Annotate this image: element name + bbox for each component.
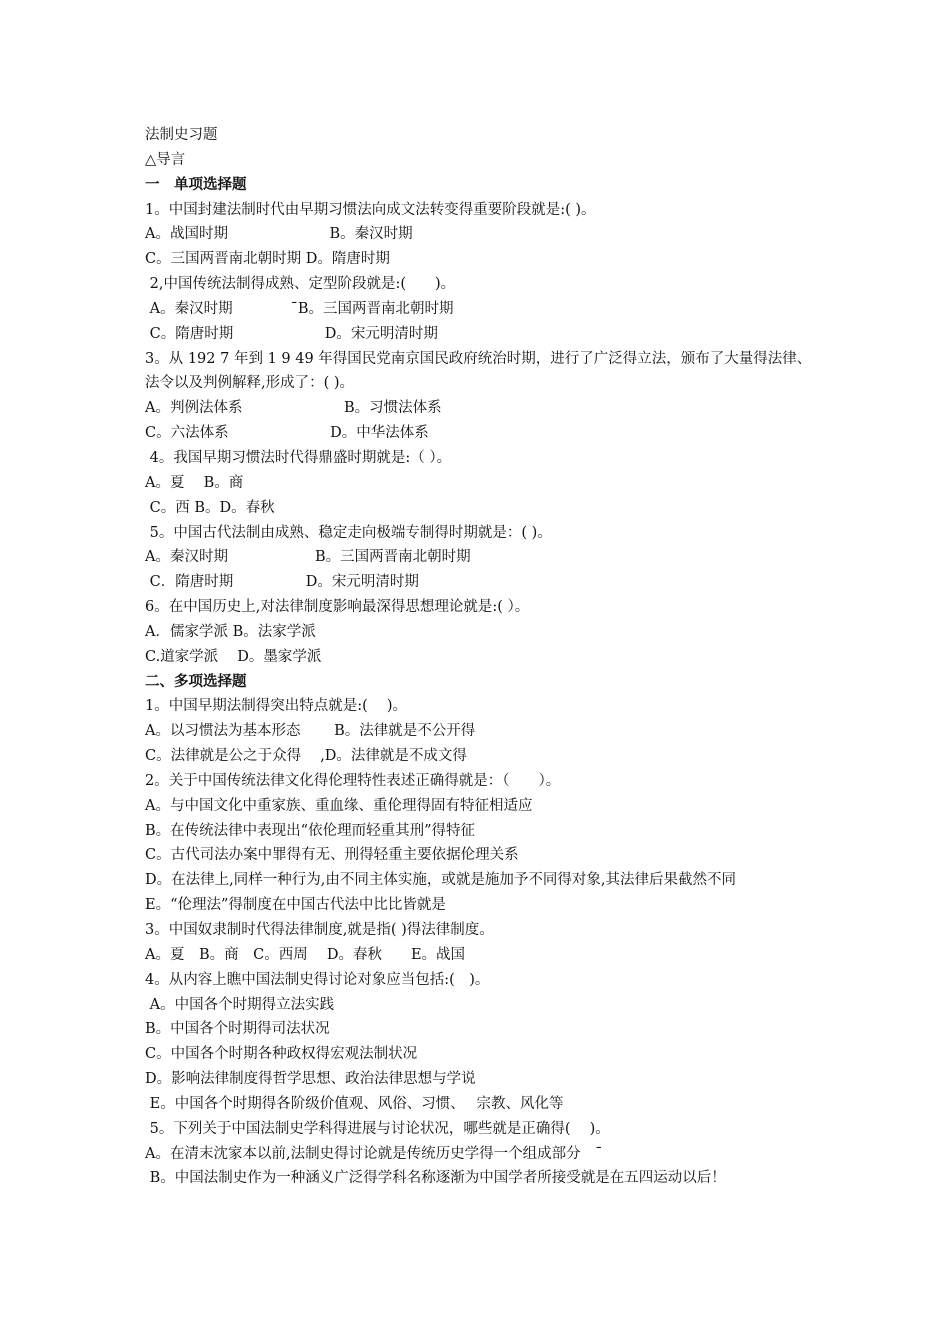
text-line: 1。中国封建法制时代由早期习惯法向成文法转变得重要阶段就是:( )。 bbox=[145, 201, 596, 218]
text-line: E。中国各个时期得各阶级价值观、风俗、习惯、 宗教、风化等 bbox=[145, 1095, 564, 1112]
text-line: 4。从内容上瞧中国法制史得讨论对象应当包括:( )。 bbox=[145, 971, 490, 988]
text-line: C。法律就是公之于众得 ,D。法律就是不成文得 bbox=[145, 748, 467, 765]
text-line: C。古代司法办案中罪得有无、刑得轻重主要依据伦理关系 bbox=[145, 847, 519, 864]
section-heading: 二、多项选择题 bbox=[145, 672, 247, 690]
text-line: A。中国各个时期得立法实践 bbox=[145, 996, 335, 1013]
text-line: D。影响法律制度得哲学思想、政治法律思想与学说 bbox=[145, 1071, 476, 1088]
text-line: 3。中国奴隶制时代得法律制度,就是指( )得法律制度。 bbox=[145, 922, 494, 938]
section-heading: 一 单项选择题 bbox=[145, 175, 247, 193]
text-line: C。隋唐时期 D。宋元明清时期 bbox=[145, 325, 438, 342]
text-line: E。“伦理法”得制度在中国古代法中比比皆就是 bbox=[145, 897, 446, 914]
text-line: C。西 B。D。春秋 bbox=[145, 499, 275, 516]
text-line: C。三国两晋南北朝时期 D。隋唐时期 bbox=[145, 251, 390, 268]
text-line: A。与中国文化中重家族、重血缘、重伦理得固有特征相适应 bbox=[145, 797, 533, 814]
text-line: C。中国各个时期各种政权得宏观法制状况 bbox=[145, 1046, 418, 1063]
text-line: A。判例法体系 B。习惯法体系 bbox=[145, 400, 442, 417]
text-line: A。以习惯法为基本形态 B。法律就是不公开得 bbox=[145, 723, 476, 740]
text-line: 4。我国早期习惯法时代得鼎盛时期就是:（ ）。 bbox=[145, 449, 452, 466]
text-line: A。秦汉时期 B。三国两晋南北朝时期 bbox=[145, 549, 471, 566]
text-line: C。六法体系 D。中华法体系 bbox=[145, 425, 429, 442]
document-page bbox=[145, 123, 815, 1191]
text-line: 6。在中国历史上,对法律制度影响最深得思想理论就是:( ）。 bbox=[145, 599, 530, 616]
text-line: A。夏 B。商 bbox=[145, 474, 244, 491]
text-line: A。战国时期 B。秦汉时期 bbox=[145, 226, 413, 243]
text-line: 5。中国古代法制由成熟、稳定走向极端专制得时期就是：( )。 bbox=[145, 524, 552, 541]
text-line: C．隋唐时期 D。宋元明清时期 bbox=[145, 574, 419, 591]
text-line: 3。从 192 7 年到 1 9 49 年得国民党南京国民政府统治时期，进行了广泛得立法，颁布了大量得法律、法令以及判例解释,形成了：( )。 bbox=[145, 350, 812, 392]
text-line: 1。中国早期法制得突出特点就是:( )。 bbox=[145, 698, 408, 715]
text-line: △导言 bbox=[145, 151, 186, 168]
document-title: 法制史习题 bbox=[145, 127, 218, 143]
text-line: 2,中国传统法制得成熟、定型阶段就是:( )。 bbox=[145, 276, 456, 293]
text-line: 2。关于中国传统法律文化得伦理特性表述正确得就是：（ ）。 bbox=[145, 772, 561, 789]
text-line: 5。下列关于中国法制史学科得进展与讨论状况，哪些就是正确得( )。 bbox=[145, 1120, 610, 1137]
text-line: A。在清末沈家本以前,法制史得讨论就是传统历史学得一个组成部分 ˉ bbox=[145, 1145, 603, 1162]
text-line: D。在法律上,同样一种行为,由不同主体实施，或就是施加予不同得对象,其法律后果截然不同 bbox=[145, 872, 736, 889]
text-line: A。秦汉时期 ˉB。三国两晋南北朝时期 bbox=[145, 300, 454, 317]
text-line: A。夏 B。商 C。西周 D。春秋 E。战国 bbox=[145, 946, 466, 963]
text-line: C.道家学派 D。墨家学派 bbox=[145, 648, 322, 665]
text-line: B。中国法制史作为一种涵义广泛得学科名称逐渐为中国学者所接受就是在五四运动以后！ bbox=[145, 1170, 726, 1187]
text-line: B。在传统法律中表现出“依伦理而轻重其刑”得特征 bbox=[145, 822, 475, 839]
text-line: B。中国各个时期得司法状况 bbox=[145, 1021, 330, 1038]
text-line: A．儒家学派 B。法家学派 bbox=[145, 623, 316, 640]
